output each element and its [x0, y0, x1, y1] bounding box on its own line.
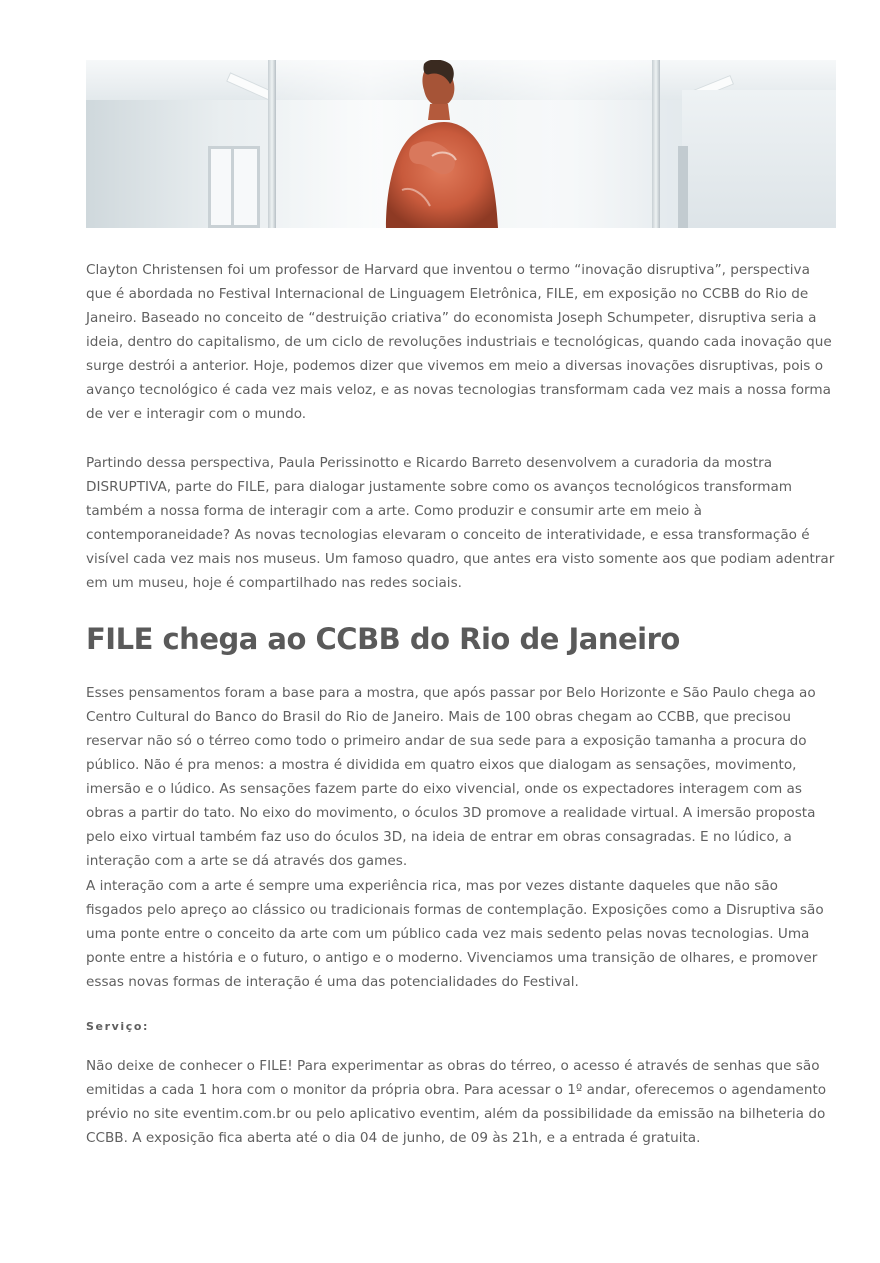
article-paragraph: A interação com a arte é sempre uma experiência rica, mas por vezes distante daqueles que não são fisgados pelo apreço ao clássico ou tradicionais formas de contemplação. Exposições como a Disruptiva são uma ponte entre o conceito da arte com um público cada vez mais sedento pelas novas tecnologias. Uma ponte entre a história e o futuro, o antigo e o moderno. Vivenciamos uma transição de olhares, e promover essas novas formas de interação é uma das potencialidades do Festival. [86, 878, 824, 990]
article-paragraph: Não deixe de conhecer o FILE! Para experimentar as obras do térreo, o acesso é através de senhas que são emitidas a cada 1 hora com o monitor da própria obra. Para acessar o 1º andar, oferecemos o agendamento prévio no site eventim.com.br ou pelo aplicativo eventim, além da possibilidade da emissão na bilheteria do CCBB. A exposição fica aberta até o dia 04 de junho, de 09 às 21h, e a entrada é gratuita. [86, 1058, 827, 1146]
article-paragraph: Clayton Christensen foi um professor de Harvard que inventou o termo “inovação disruptiva”, perspectiva que é abordada no Festival Internacional de Linguagem Eletrônica, FILE, em exposição no CCBB do Rio de Janeiro. Baseado no conceito de “destruição criativa” do economista Joseph Schumpeter, disruptiva seria a ideia, dentro do capitalismo, de um ciclo de revoluções industriais e tecnológicas, quando cada inovação que surge destrói a anterior. Hoje, podemos dizer que vivemos em meio a diversas inovações disruptivas, pois o avanço tecnológico é cada vez mais veloz, e as novas tecnologias transformam cada vez mais a nossa forma de ver e interagir com o mundo. [86, 262, 832, 422]
wall-panel [678, 146, 688, 228]
section-heading: FILE chega ao CCBB do Rio de Janeiro [86, 622, 680, 656]
wall-shape [682, 90, 836, 228]
window-shape [208, 146, 260, 228]
performer-figure [372, 60, 512, 228]
hero-photo [86, 60, 836, 228]
service-label: Serviço: [86, 1020, 150, 1033]
article [86, 60, 836, 1146]
curtain-pole [268, 60, 276, 228]
article-paragraph: Esses pensamentos foram a base para a mostra, que após passar por Belo Horizonte e São Paulo chega ao Centro Cultural do Banco do Brasil do Rio de Janeiro. Mais de 100 obras chegam ao CCBB, que precisou reservar não só o térreo como todo o primeiro andar de sua sede para a exposição tamanha a procura do público. Não é pra menos: a mostra é dividida em quatro eixos que dialogam as sensações, movimento, imersão e o lúdico. As sensações fazem parte do eixo vivencial, onde os expectadores interagem com as obras a partir do tato. No eixo do movimento, o óculos 3D promove a realidade virtual. A imersão proposta pelo eixo virtual também faz uso do óculos 3D, na ideia de entrar em obras consagradas. E no lúdico, a interação com a arte se dá através dos games. [86, 685, 816, 869]
curtain-pole [652, 60, 660, 228]
article-paragraph: Partindo dessa perspectiva, Paula Perissinotto e Ricardo Barreto desenvolvem a curadoria da mostra DISRUPTIVA, parte do FILE, para dialogar justamente sobre como os avanços tecnológicos transformam também a nossa forma de interagir com a arte. Como produzir e consumir arte em meio à contemporaneidade? As novas tecnologias elevaram o conceito de interatividade, e essa transformação é visível cada vez mais nos museus. Um famoso quadro, que antes era visto somente aos que podiam adentrar em um museu, hoje é compartilhado nas redes sociais. [86, 455, 835, 591]
